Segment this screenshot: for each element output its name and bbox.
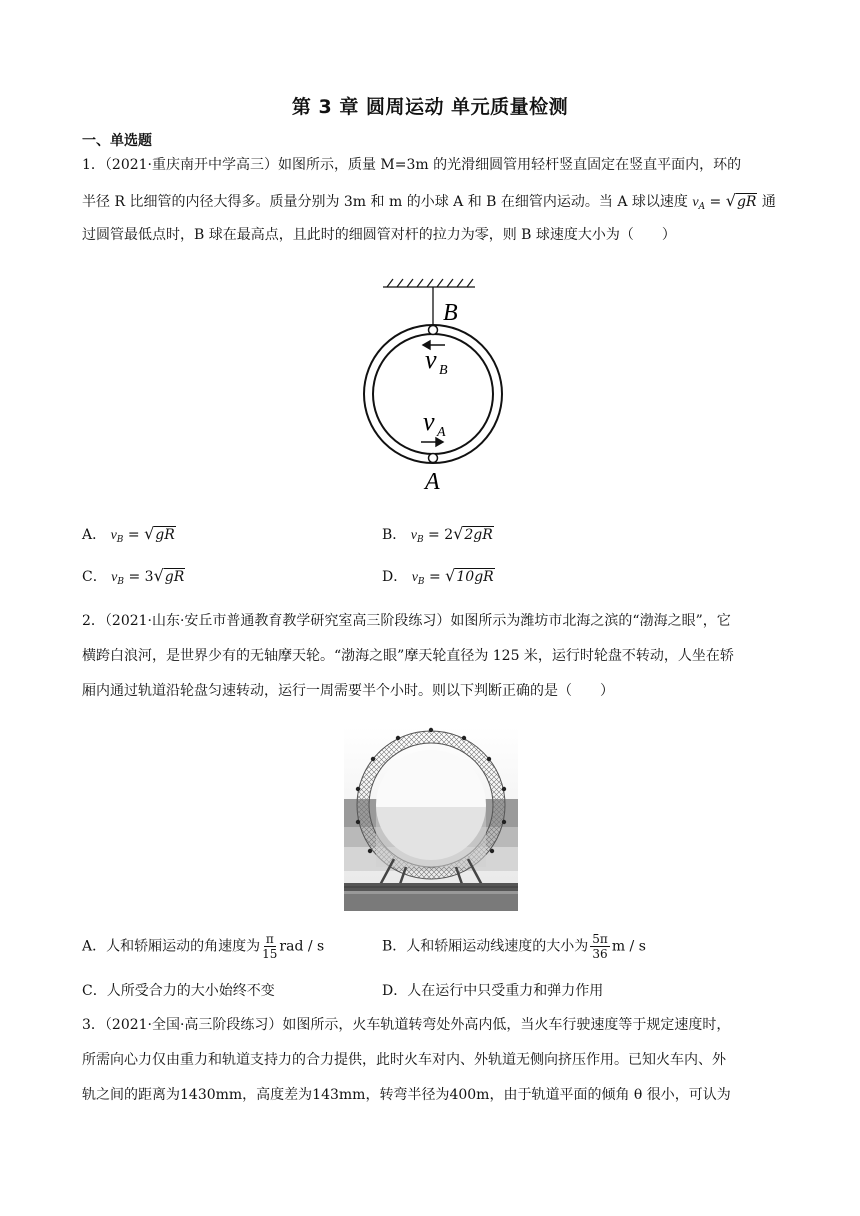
option-letter: A．	[82, 527, 107, 543]
q1-line-2	[82, 183, 782, 218]
q2-option-b[interactable]	[382, 932, 646, 961]
option-a-unit: rad / s	[279, 938, 325, 955]
fraction-denominator: 15	[262, 947, 278, 961]
q2-option-a[interactable]	[82, 932, 324, 961]
q1-option-d[interactable]	[382, 566, 495, 587]
fraction	[262, 932, 277, 961]
option-letter: D．	[382, 569, 408, 585]
q1-option-b[interactable]	[382, 524, 494, 545]
river	[344, 894, 518, 911]
sqrt-radicand: gR	[736, 194, 757, 210]
label-A: A	[425, 469, 440, 495]
sqrt-symbol: √gR	[153, 566, 185, 585]
label-vA-sub: A	[437, 425, 446, 440]
q3-line-1: 3．（2021·全国·高三阶段练习）如图所示，火车轨道转弯处外高内低，当火车行驶速度等于规定速度时，	[82, 1017, 731, 1033]
formula-sub: A	[698, 202, 706, 212]
option-eq: =	[423, 527, 445, 543]
option-coef: 3	[144, 569, 154, 585]
page-title: 第 3 章 圆周运动 单元质量检测	[291, 96, 569, 118]
label-vB-sub: B	[439, 363, 448, 378]
q2-line-3: 厢内通过轨道沿轮盘匀速转动，运行一周需要半个小时。则以下判断正确的是（ ）	[82, 683, 614, 699]
fraction	[590, 932, 610, 961]
q1-option-c[interactable]	[82, 566, 185, 587]
question-3-text	[82, 1008, 782, 1113]
formula-eq: =	[705, 194, 726, 210]
fraction-numerator: 5π	[592, 932, 608, 946]
ball-A	[429, 454, 438, 463]
sqrt-symbol: √2gR	[453, 524, 493, 543]
option-sub: B	[116, 535, 124, 545]
question-1-text	[82, 148, 782, 253]
option-letter: B．	[382, 527, 407, 543]
q1-option-a[interactable]	[82, 524, 176, 545]
option-sub: B	[117, 577, 125, 587]
q1-line-1: 1．（2021·重庆南开中学高三）如图所示，质量 M=3m 的光滑细圆管用轻杆竖直固定在竖直平面内，环的	[82, 157, 742, 173]
option-eq: =	[123, 527, 145, 543]
formula-v: v	[692, 195, 699, 210]
sqrt-symbol: √gR	[725, 191, 757, 210]
q2-line-2: 横跨白浪河，是世界少有的无轴摩天轮。“渤海之眼”摩天轮直径为 125 米，运行时轮盘不转动，人坐在轿	[82, 648, 734, 664]
option-b-unit: m / s	[611, 938, 646, 955]
option-eq: =	[424, 569, 446, 585]
q1-line-2-end: 通	[761, 194, 776, 210]
sqrt-symbol: √gR	[144, 524, 175, 543]
label-vB: v	[425, 345, 437, 374]
option-radicand: 10gR	[456, 569, 494, 585]
option-v: v	[410, 528, 417, 543]
option-radicand: 2gR	[464, 527, 493, 543]
option-eq: =	[124, 569, 145, 585]
ceiling-hatch	[383, 279, 475, 287]
option-v: v	[111, 570, 118, 585]
ring-tube-figure	[345, 275, 525, 495]
label-B: B	[443, 300, 458, 326]
q2-option-d[interactable]: D．人在运行中只受重力和弹力作用	[382, 983, 604, 999]
q1-condition-formula	[692, 191, 762, 212]
q2-option-c[interactable]: C．人所受合力的大小始终不变	[82, 983, 275, 999]
q3-line-2: 所需向心力仅由重力和轨道支持力的合力提供，此时火车对内、外轨道无侧向挤压作用。已知火车内、外	[82, 1052, 726, 1068]
ferris-wheel-photo	[344, 727, 518, 911]
q1-line-2-text: 半径 R 比细管的内径大得多。质量分别为 3m 和 m 的小球 A 和 B 在细管内运动。当 A 球以速度	[82, 194, 688, 210]
option-v: v	[110, 528, 117, 543]
option-coef: 2	[444, 527, 454, 543]
ball-B	[429, 326, 438, 335]
q1-line-3: 过圆管最低点时，B 球在最高点，且此时的细圆管对杆的拉力为零，则 B 球速度大小为（ ）	[82, 227, 676, 243]
option-v: v	[411, 570, 418, 585]
question-2-text	[82, 604, 782, 709]
option-letter: C．	[82, 569, 107, 585]
sqrt-symbol: √10gR	[445, 566, 494, 585]
option-b-text: B．人和轿厢运动线速度的大小为	[382, 938, 589, 955]
option-radicand: gR	[155, 527, 175, 543]
fraction-numerator: π	[265, 932, 274, 946]
option-radicand: gR	[164, 569, 185, 585]
section-heading: 一、单选题	[82, 133, 152, 149]
option-a-text: A．人和轿厢运动的角速度为	[82, 938, 261, 955]
q3-line-3: 轨之间的距离为1430mm，高度差为143mm，转弯半径为400m，由于轨道平面的倾角 θ 很小，可认为	[82, 1087, 731, 1103]
fraction-denominator: 36	[592, 947, 608, 961]
option-sub: B	[416, 535, 424, 545]
option-sub: B	[417, 577, 425, 587]
q2-line-1: 2．（2021·山东·安丘市普通教育教学研究室高三阶段练习）如图所示为潍坊市北海之滨的“渤海之眼”，它	[82, 613, 731, 629]
label-vA: v	[423, 407, 435, 436]
